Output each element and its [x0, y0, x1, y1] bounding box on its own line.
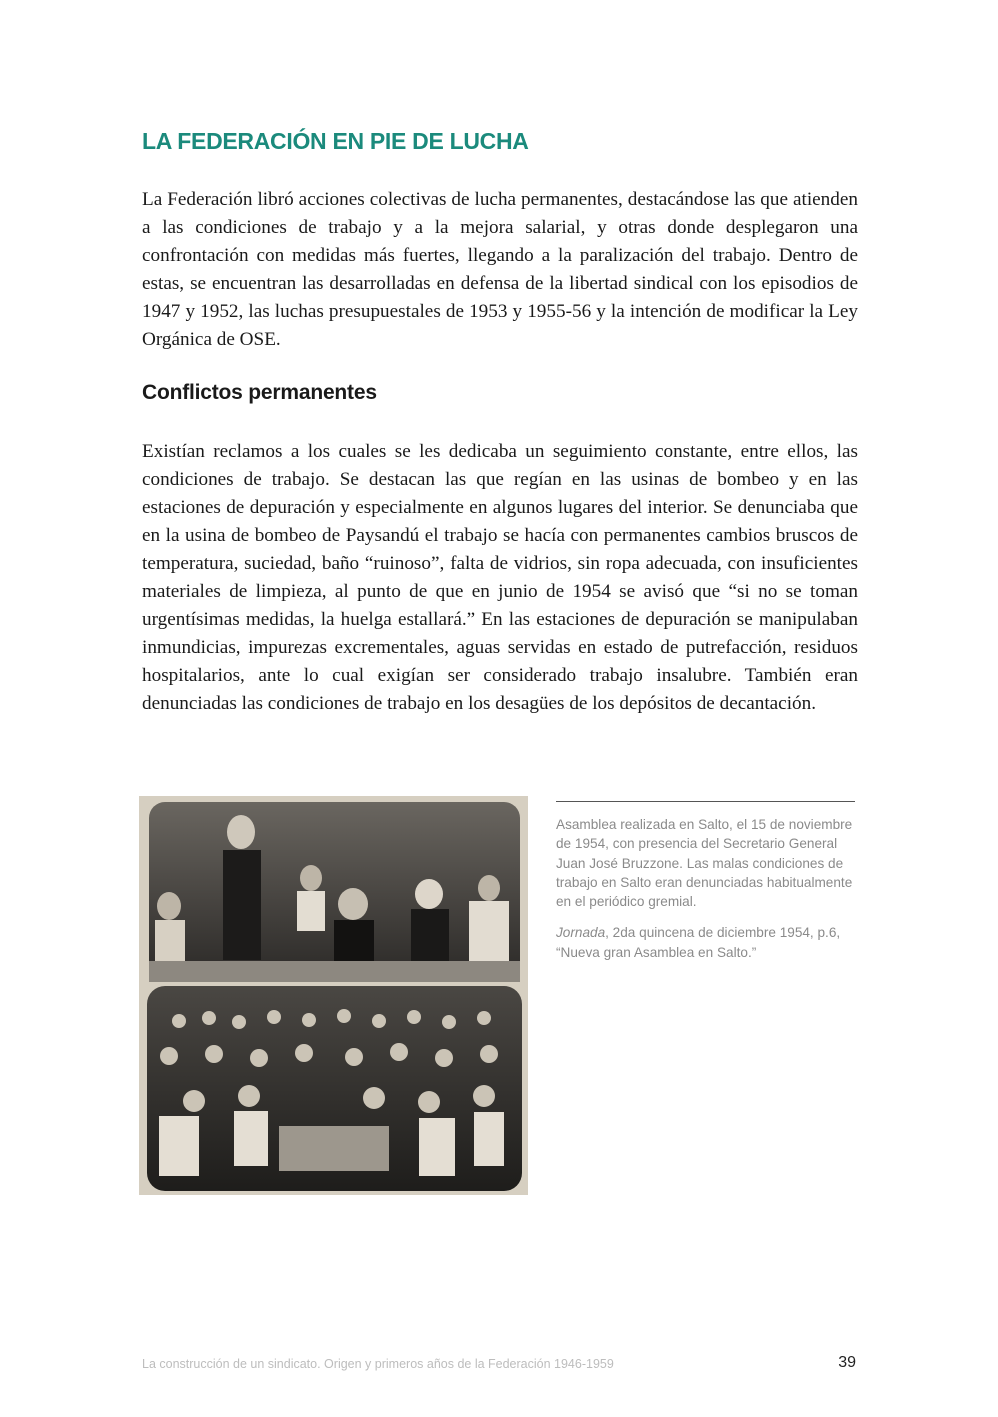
page-number: 39	[838, 1354, 856, 1371]
caption-source	[556, 923, 856, 962]
section-title: LA FEDERACIÓN EN PIE DE LUCHA	[142, 128, 529, 154]
caption-source-details: , 2da quincena de diciembre 1954, p.6, “Nueva gran Asamblea en Salto.”	[556, 925, 841, 960]
caption-text: Asamblea realizada en Salto, el 15 de noviembre de 1954, con presencia del Secretario General Juan José Bruzzone. Las malas condiciones de trabajo en Salto eran denunciadas habitualmente en el periódico gremial.	[556, 817, 853, 910]
caption-divider	[556, 801, 855, 802]
assembly-photo	[139, 796, 528, 1195]
running-footer: La construcción de un sindicato. Origen y primeros años de la Federación 1946-1959	[142, 1357, 614, 1371]
body-paragraph: Existían reclamos a los cuales se les dedicaba un seguimiento constante, entre ellos, las condiciones de trabajo. Se destacan las que regían en las usinas de bombeo y en las estaciones de depuración y especialmente en algunos lugares del interior. Se denunciaba que en la usina de bombeo de Paysandú el trabajo se hacía con permanentes cambios bruscos de temperatura, suciedad, baño “ruinoso”, falta de vidrios, sin ropa adecuada, con insuficientes materiales de limpieza, al punto de que en junio de 1954 se avisó que “si no se toman urgentísimas medidas, la huelga estallará.” En las estaciones de depuración se manipulaban inmundicias, impurezas excrementales, aguas servidas en estado de putrefacción, residuos hospitalarios, ante lo cual exigían ser considerado trabajo insalubre. También eran denunciadas las condiciones de trabajo en los desagües de los depósitos de decantación.	[142, 441, 858, 714]
intro-paragraph: La Federación libró acciones colectivas de lucha permanentes, destacándose las que atienden a las condiciones de trabajo y a la mejora salarial, y otras donde desplegaron una confrontación con medidas más fuertes, llegando a la paralización del trabajo. Dentro de estas, se encuentran las desarrolladas en defensa de la libertad sindical con los episodios de 1947 y 1952, las luchas presupuestales de 1953 y 1955-56 y la intención de modificar la Ley Orgánica de OSE.	[142, 189, 858, 350]
subheading: Conflictos permanentes	[142, 381, 377, 404]
caption-source-title: Jornada	[556, 925, 606, 941]
photo-caption	[556, 815, 856, 974]
